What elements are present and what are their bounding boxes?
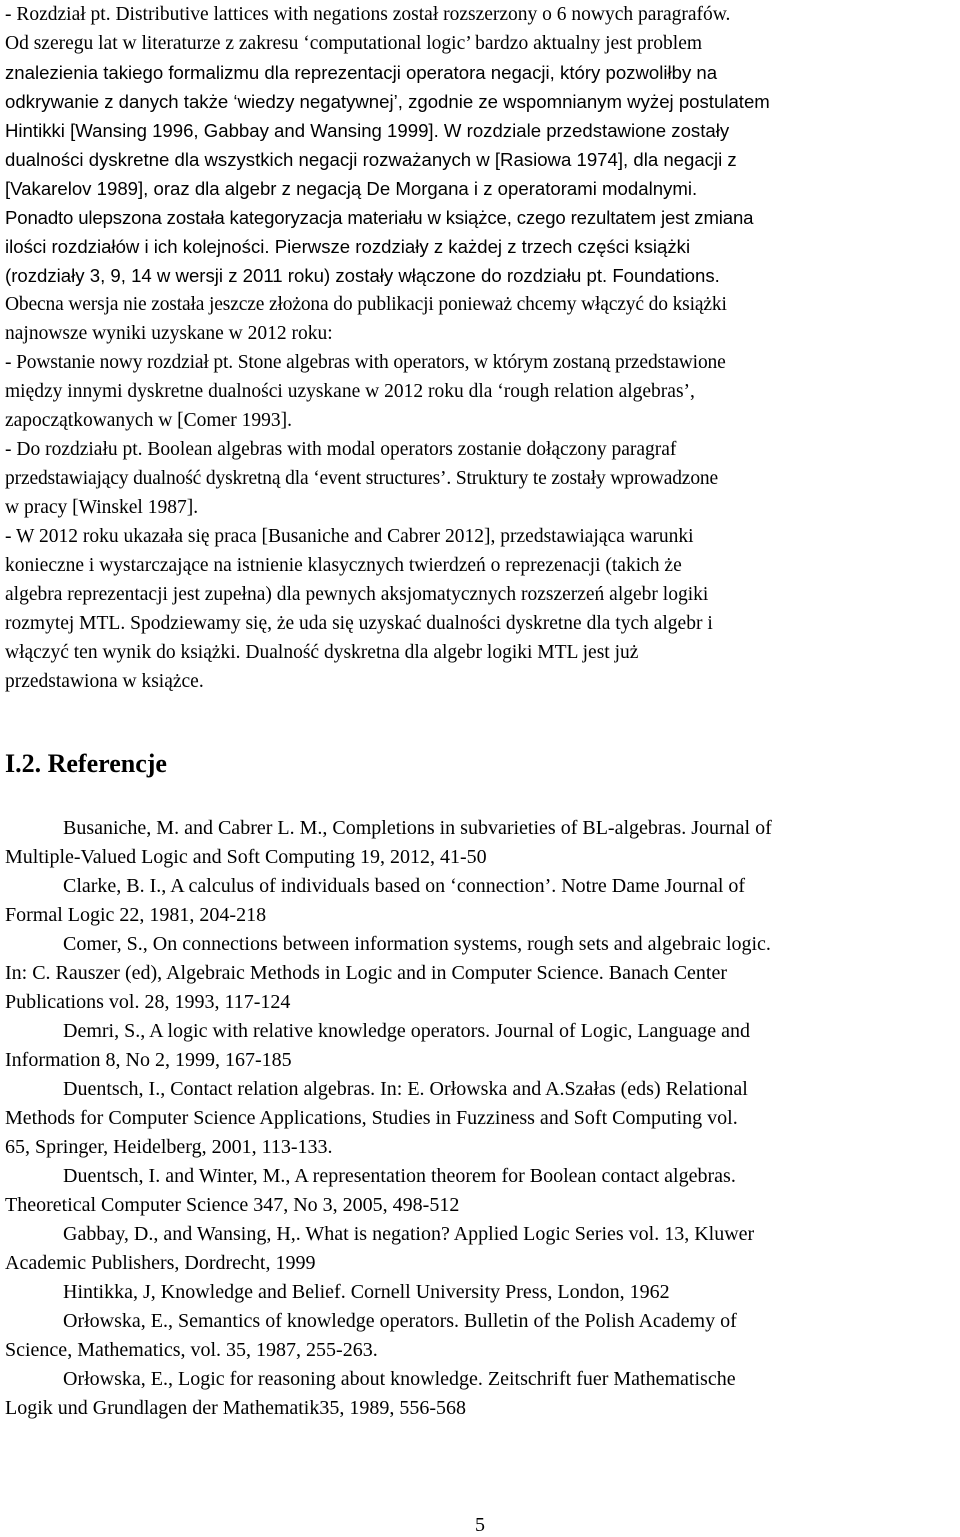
reference-list	[5, 814, 957, 1423]
body-line: konieczne i wystarczające na istnienie klasycznych twierdzeń o reprezenacji (takich że	[5, 555, 682, 576]
reference-entry-continuation: Publications vol. 28, 1993, 117-124	[5, 991, 291, 1013]
body-line: rozmytej MTL. Spodziewamy się, że uda się uzyskać dualności dyskretne dla tych algebr i	[5, 613, 713, 634]
reference-entry-continuation: Theoretical Computer Science 347, No 3, 2005, 498-512	[5, 1194, 460, 1216]
reference-entry-start: Gabbay, D., and Wansing, H,. What is negation? Applied Logic Series vol. 13, Kluwer	[63, 1223, 755, 1245]
body-line: w pracy [Winskel 1987].	[5, 497, 199, 518]
reference-entry-start: Orłowska, E., Logic for reasoning about knowledge. Zeitschrift fuer Mathematische	[63, 1368, 736, 1390]
reference-entry-continuation: Academic Publishers, Dordrecht, 1999	[5, 1252, 316, 1274]
body-text	[5, 0, 955, 696]
body-line: odkrywanie z danych także ‘wiedzy negatywnej’, zgodnie ze wspomnianym wyżej postulatem	[5, 91, 770, 112]
reference-entry-start: Hintikka, J, Knowledge and Belief. Cornell University Press, London, 1962	[63, 1281, 670, 1303]
reference-entry-start: Comer, S., On connections between information systems, rough sets and algebraic logic.	[63, 933, 771, 955]
reference-entry-continuation: In: C. Rauszer (ed), Algebraic Methods in Logic and in Computer Science. Banach Center	[5, 962, 728, 984]
reference-entry-continuation: Formal Logic 22, 1981, 204-218	[5, 904, 267, 926]
body-line: ilości rozdziałów i ich kolejności. Pierwsze rozdziały z każdej z trzech części książki	[5, 236, 691, 257]
body-line: najnowsze wyniki uzyskane w 2012 roku:	[5, 323, 333, 344]
body-line: Ponadto ulepszona została kategoryzacja materiału w książce, czego rezultatem jest zmiana	[5, 207, 754, 228]
body-line: Od szeregu lat w literaturze z zakresu ‘computational logic’ bardzo aktualny jest problem	[5, 33, 703, 54]
body-line: znalezienia takiego formalizmu dla reprezentacji operatora negacji, który pozwoliłby na	[5, 62, 718, 83]
body-line: - W 2012 roku ukazała się praca [Busaniche and Cabrer 2012], przedstawiająca warunki	[5, 526, 694, 547]
reference-entry-start: Demri, S., A logic with relative knowledge operators. Journal of Logic, Language and	[63, 1020, 751, 1042]
body-line: zapoczątkowanych w [Comer 1993].	[5, 410, 292, 431]
reference-entry-continuation: Information 8, No 2, 1999, 167-185	[5, 1049, 292, 1071]
reference-entry-start: Orłowska, E., Semantics of knowledge operators. Bulletin of the Polish Academy of	[63, 1310, 737, 1332]
body-line: włączyć ten wynik do książki. Dualność dyskretna dla algebr logiki MTL jest już	[5, 642, 639, 663]
body-line: [Vakarelov 1989], oraz dla algebr z negacją De Morgana i z operatorami modalnymi.	[5, 178, 698, 199]
body-line: Hintikki [Wansing 1996, Gabbay and Wansing 1999]. W rozdziale przedstawione zostały	[5, 120, 730, 141]
body-line: między innymi dyskretne dualności uzyskane w 2012 roku dla ‘rough relation algebras’,	[5, 381, 695, 402]
body-line: - Do rozdziału pt. Boolean algebras with modal operators zostanie dołączony paragraf	[5, 439, 677, 460]
reference-entry-continuation: Methods for Computer Science Applications, Studies in Fuzziness and Soft Computing vol.	[5, 1107, 738, 1129]
page-number: 5	[475, 1514, 485, 1536]
body-line: - Rozdział pt. Distributive lattices with negations został rozszerzony o 6 nowych paragrafów.	[5, 4, 731, 25]
reference-entry-continuation: 65, Springer, Heidelberg, 2001, 113-133.	[5, 1136, 333, 1158]
body-line: - Powstanie nowy rozdział pt. Stone algebras with operators, w którym zostaną przedstawione	[5, 352, 726, 373]
reference-entry-start: Duentsch, I., Contact relation algebras. In: E. Orłowska and A.Szałas (eds) Relational	[63, 1078, 748, 1100]
reference-entry-continuation: Multiple-Valued Logic and Soft Computing 19, 2012, 41-50	[5, 846, 487, 868]
body-line: dualności dyskretne dla wszystkich negacji rozważanych w [Rasiowa 1974], dla negacji z	[5, 149, 737, 170]
body-line: algebra reprezentacji jest zupełna) dla pewnych aksjomatycznych rozszerzeń algebr logiki	[5, 584, 709, 605]
body-line: (rozdziały 3, 9, 14 w wersji z 2011 roku) zostały włączone do rozdziału pt. Foundations.	[5, 265, 720, 286]
body-line: przedstawiona w książce.	[5, 671, 204, 692]
body-line: Obecna wersja nie została jeszcze złożona do publikacji ponieważ chcemy włączyć do książki	[5, 294, 727, 315]
body-line: przedstawiający dualność dyskretną dla ‘event structures’. Struktury te zostały wprowadzone	[5, 468, 719, 489]
reference-entry-start: Clarke, B. I., A calculus of individuals based on ‘connection’. Notre Dame Journal of	[63, 875, 746, 897]
reference-entry-continuation: Science, Mathematics, vol. 35, 1987, 255-263.	[5, 1339, 378, 1361]
reference-entry-continuation: Logik und Grundlagen der Mathematik35, 1989, 556-568	[5, 1397, 467, 1419]
reference-entry-start: Duentsch, I. and Winter, M., A representation theorem for Boolean contact algebras.	[63, 1165, 736, 1187]
section-heading: I.2. Referencje	[5, 749, 167, 778]
reference-entry-start: Busaniche, M. and Cabrer L. M., Completions in subvarieties of BL-algebras. Journal of	[63, 817, 772, 839]
